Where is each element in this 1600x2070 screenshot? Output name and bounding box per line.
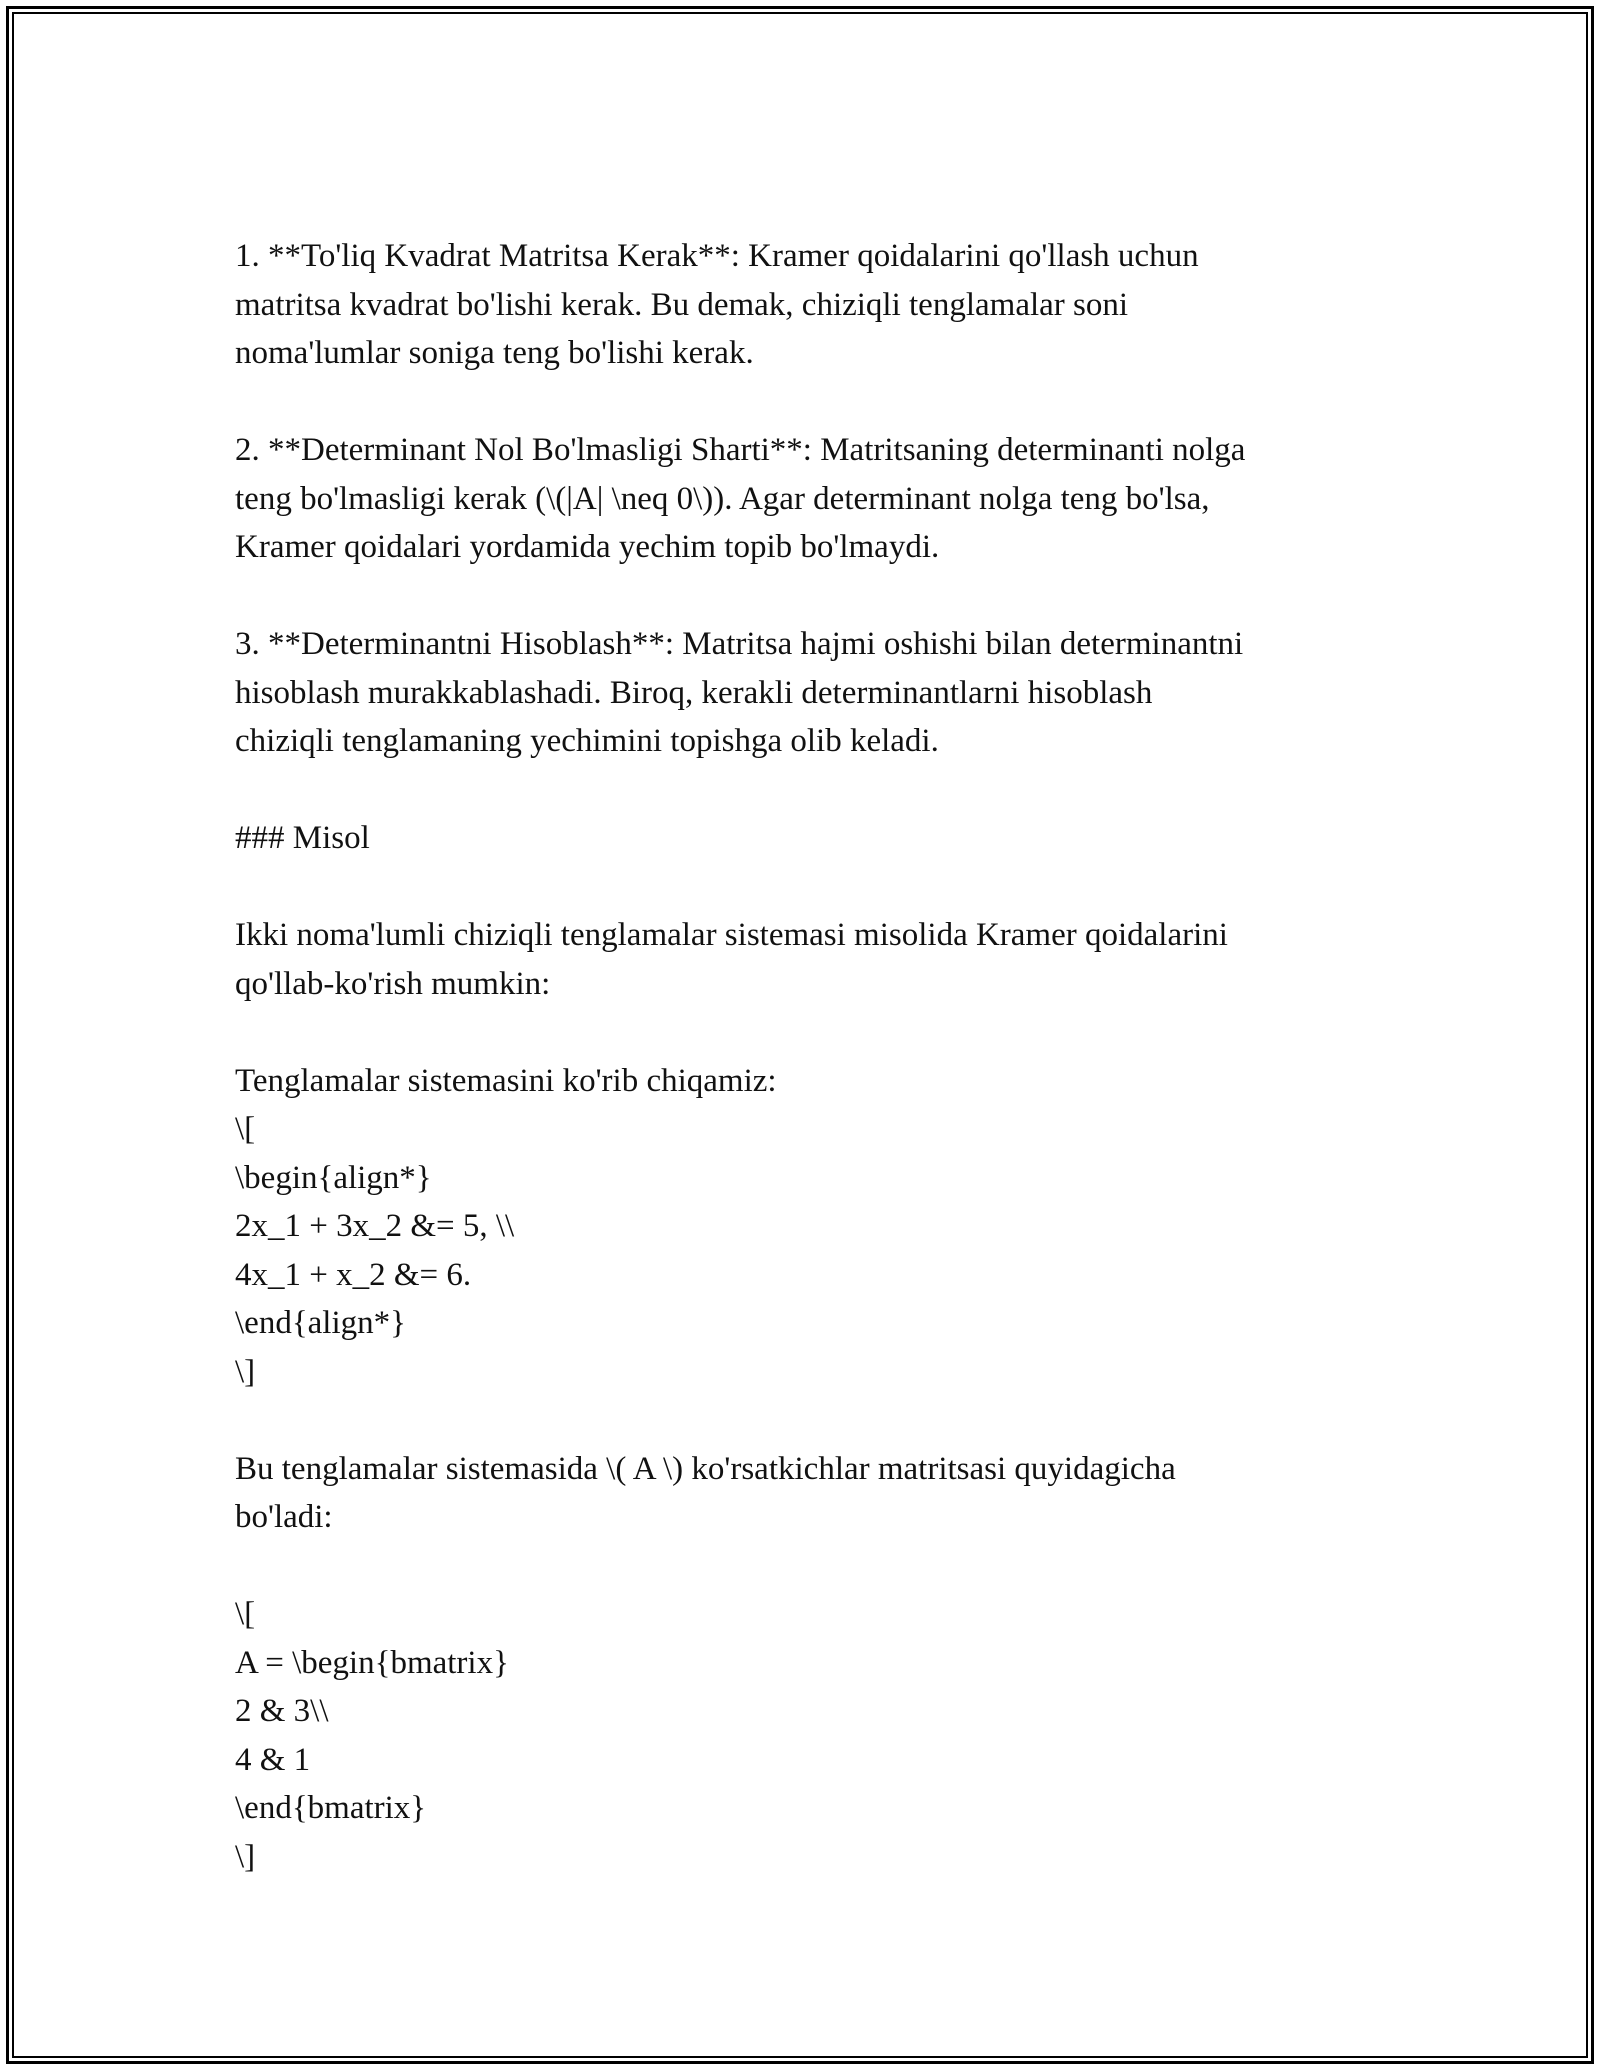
latex-line: 2x_1 + 3x_2 &= 5, \\ (235, 1208, 515, 1244)
intro-paragraph (235, 911, 1365, 1008)
text-line: hisoblash murakkablashadi. Biroq, kerakli determinantlarni hisoblash (235, 674, 1153, 711)
text-line: Tenglamalar sistemasini ko'rib chiqamiz: (235, 1062, 777, 1099)
paragraph-gap (235, 378, 1365, 427)
latex-line: \end{bmatrix} (235, 1790, 427, 1826)
paragraph-gap (235, 863, 1365, 912)
equation-system-block (235, 1057, 1365, 1397)
latex-line: A = \begin{bmatrix} (235, 1644, 509, 1681)
latex-line: \end{align*} (235, 1305, 406, 1341)
paragraph-gap (235, 766, 1365, 815)
matrix-block (235, 1590, 1365, 1881)
matrix-intro-paragraph (235, 1445, 1365, 1542)
paragraph-gap (235, 1008, 1365, 1057)
text-line: 3. **Determinantni Hisoblash**: Matritsa hajmi oshishi bilan determinantni (235, 626, 1244, 662)
text-line: chiziqli tenglamaning yechimini topishga olib keladi. (235, 723, 939, 759)
text-line: Kramer qoidalari yordamida yechim topib bo'lmaydi. (235, 529, 940, 565)
latex-line: \] (235, 1353, 256, 1390)
latex-line: \[ (235, 1111, 256, 1147)
latex-line: \] (235, 1838, 256, 1875)
text-line: teng bo'lmasligi kerak (\(|A| \neq 0\)). Agar determinant nolga teng bo'lsa, (235, 480, 1210, 517)
paragraph-gap (235, 1396, 1365, 1445)
text-line: matritsa kvadrat bo'lishi kerak. Bu demak, chiziqli tenglamalar soni (235, 286, 1129, 323)
text-line: Ikki noma'lumli chiziqli tenglamalar sistemasi misolida Kramer qoidalarini (235, 917, 1228, 953)
text-line: qo'llab-ko'rish mumkin: (235, 965, 551, 1002)
latex-line: \begin{align*} (235, 1159, 432, 1196)
list-item-2 (235, 426, 1365, 572)
text-line: 2. **Determinant Nol Bo'lmasligi Sharti**: Matritsaning determinanti nolga (235, 432, 1246, 468)
latex-line: 2 & 3\\ (235, 1693, 329, 1729)
list-item-3 (235, 620, 1365, 766)
text-line: noma'lumlar soniga teng bo'lishi kerak. (235, 335, 754, 371)
latex-line: 4 & 1 (235, 1741, 311, 1778)
list-item-1 (235, 232, 1365, 378)
text-line: Bu tenglamalar sistemasida \( A \) ko'rsatkichlar matritsasi quyidagicha (235, 1450, 1176, 1487)
text-line: 1. **To'liq Kvadrat Matritsa Kerak**: Kramer qoidalarini qo'llash uchun (235, 238, 1199, 274)
latex-line: \[ (235, 1596, 256, 1632)
text-line: bo'ladi: (235, 1499, 333, 1535)
document-body (235, 232, 1365, 1881)
paragraph-gap (235, 572, 1365, 621)
section-heading: ### Misol (235, 820, 370, 856)
latex-line: 4x_1 + x_2 &= 6. (235, 1256, 472, 1293)
paragraph-gap (235, 1542, 1365, 1591)
